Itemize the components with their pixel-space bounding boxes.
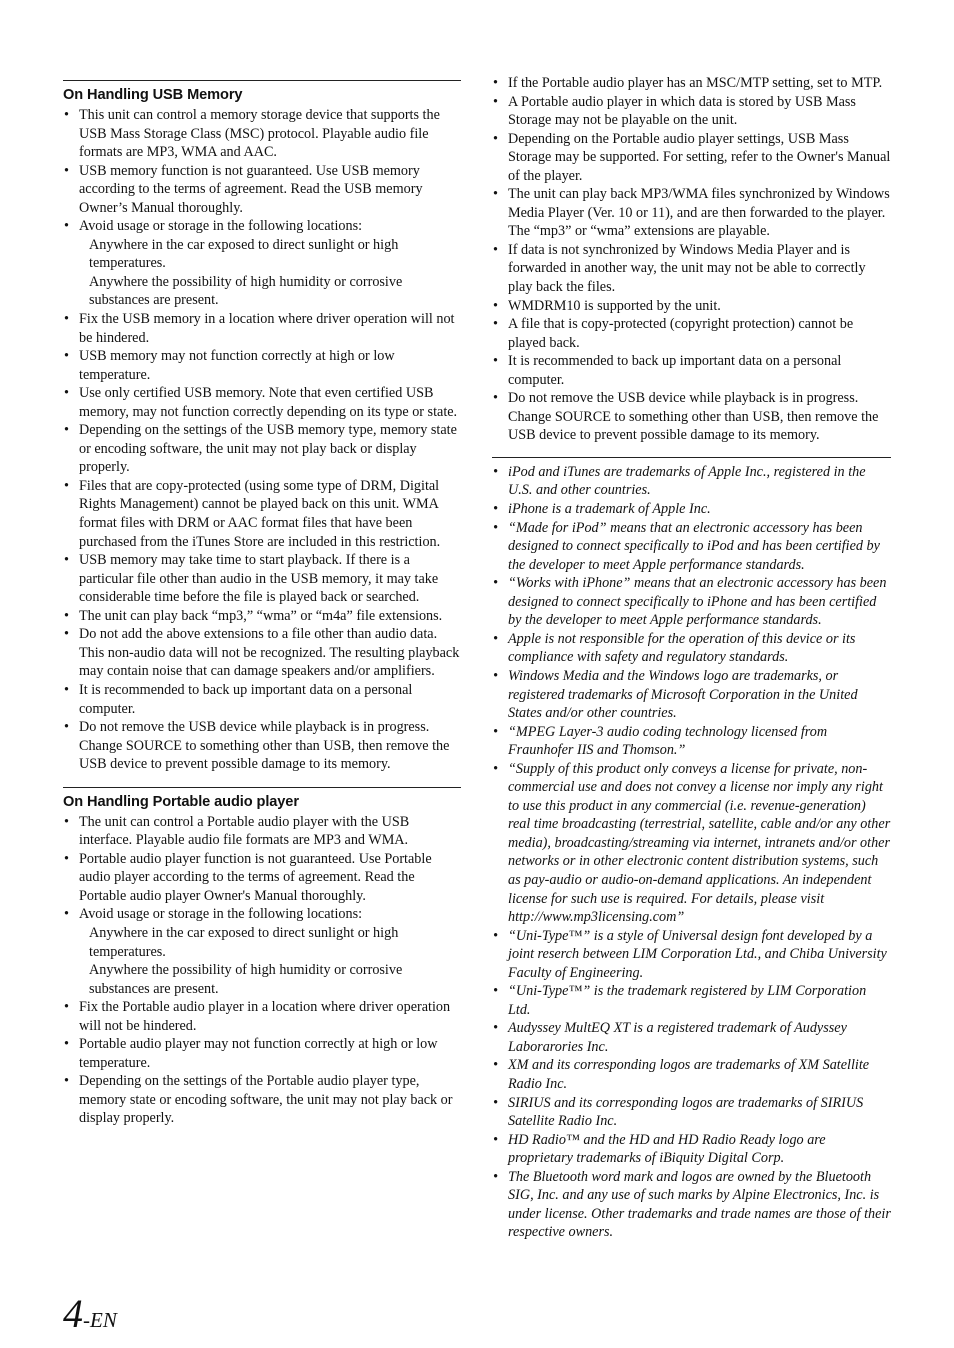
list-item-text: It is recommended to back up important data on a personal computer. <box>79 681 413 717</box>
list-item <box>63 162 461 218</box>
list-item <box>63 384 461 421</box>
list-item-text: XM and its corresponding logos are trademarks of XM Satellite Radio Inc. <box>508 1057 870 1092</box>
list-item-text: iPod and iTunes are trademarks of Apple Inc., registered in the U.S. and other countries. <box>508 463 866 499</box>
list-item <box>492 760 891 927</box>
list-item <box>492 1094 891 1131</box>
list-item-text: USB memory may not function correctly at high or low temperature. <box>79 348 395 383</box>
list-item <box>492 241 891 297</box>
list-item-text: SIRIUS and its corresponding logos are trademarks of SIRIUS Satellite Radio Inc. <box>508 1094 864 1130</box>
list-item-text: Do not add the above extensions to a file other than audio data. This non-audio data will not be recognized. The resulting playback may contain noise that can damage speakers and/or amplifiers. <box>79 626 460 680</box>
sub-item-text: Anywhere the possibility of high humidity or corrosive substances are present. <box>89 273 403 309</box>
list-item-text: Depending on the Portable audio player settings, USB Mass Storage may be supported. For setting, refer to the Owner's Manual of the player. <box>508 130 891 184</box>
list-item <box>492 574 891 630</box>
list-item-text: The Bluetooth word mark and logos are owned by the Bluetooth SIG, Inc. and any use of such marks by Alpine Electronics, Inc. is under license. Other trademarks and trade names are those of their respective owners. <box>508 1168 891 1241</box>
sub-item-text: Anywhere in the car exposed to direct sunlight or high temperatures. <box>89 924 399 960</box>
list-item-text: The unit can control a Portable audio player with the USB interface. Playable audio file formats are MP3 and WMA. <box>79 813 410 849</box>
section-rule <box>63 80 461 81</box>
page-language-suffix: -EN <box>83 1308 117 1332</box>
list-item-text: “Uni-Type™” is a style of Universal design font developed by a joint reserch between LIM Corporation Ltd., and Chiba University Faculty of Engineering. <box>508 927 887 981</box>
list-item-text: The unit can play back “mp3,” “wma” or “m4a” file extensions. <box>79 607 443 624</box>
list-item <box>492 723 891 760</box>
list-item-text: iPhone is a trademark of Apple Inc. <box>508 501 711 518</box>
list-item <box>492 130 891 186</box>
list-item <box>63 106 461 162</box>
list-item-text: Fix the USB memory in a location where driver operation will not be hindered. <box>79 311 455 346</box>
list-item <box>63 681 461 718</box>
list-item <box>63 905 461 998</box>
list-item-text: Do not remove the USB device while playback is in progress. Change SOURCE to something other than USB, then remove the USB device to prevent possible damage to its memory. <box>79 719 450 773</box>
list-item <box>63 477 461 551</box>
list-item <box>492 315 891 352</box>
list-item <box>492 1019 891 1056</box>
list-item <box>492 982 891 1019</box>
list-item <box>63 217 461 310</box>
list-item <box>492 927 891 983</box>
list-item-text: HD Radio™ and the HD and HD Radio Ready logo are proprietary trademarks of iBiquity Digital Corp. <box>508 1131 826 1167</box>
list-item-text: A Portable audio player in which data is stored by USB Mass Storage may not be playable on the unit. <box>508 93 856 129</box>
list-item <box>492 500 891 519</box>
right-column <box>492 74 891 1242</box>
usb-memory-list <box>63 106 461 774</box>
list-item-text: If the Portable audio player has an MSC/MTP setting, set to MTP. <box>508 75 883 91</box>
list-item <box>492 74 891 93</box>
list-item-text: Audyssey MultEQ XT is a registered trademark of Audyssey Laborarories Inc. <box>508 1020 847 1055</box>
list-item-text: Do not remove the USB device while playback is in progress. Change SOURCE to something other than USB, then remove the USB device to prevent possible damage to its memory. <box>508 390 879 444</box>
list-item-text: WMDRM10 is supported by the unit. <box>508 297 721 314</box>
list-item-text: Fix the Portable audio player in a location where driver operation will not be hindered. <box>79 999 451 1034</box>
list-item <box>492 297 891 316</box>
list-item <box>63 718 461 774</box>
page-footer <box>63 1290 117 1337</box>
section-heading-portable-audio: On Handling Portable audio player <box>63 793 299 810</box>
list-item <box>63 625 461 681</box>
list-item-text: Use only certified USB memory. Note that even certified USB memory, may not function correctly depending on its type or state. <box>79 385 458 420</box>
list-item-text: “Supply of this product only conveys a license for private, non-commercial use and does not convey a license nor imply any right to use this product in any commercial (i.e. revenue-generation) real time broadcasting (terrestrial, satellite, cable and/or any other media), broadcasting/streaming via internet, intranets and/or other networks or in other electronic content distribution systems, such as pay-audio or audio-on-demand applications. An independent license for such use is required. For details, please visit http://www.mp3licensing.com” <box>508 760 891 926</box>
list-item-text: “Made for iPod” means that an electronic accessory has been designed to connect specifically to iPod and has been certified by the developer to meet Apple performance standards. <box>508 519 880 573</box>
list-item <box>492 352 891 389</box>
list-item-text: Avoid usage or storage in the following locations: <box>79 906 363 923</box>
sub-item-text: Anywhere the possibility of high humidity or corrosive substances are present. <box>89 962 403 997</box>
left-column <box>63 80 461 1128</box>
list-item-text: USB memory function is not guaranteed. Use USB memory according to the terms of agreement. Read the USB memory Owner’s Manual thoroughly. <box>79 162 423 216</box>
list-item-text: A file that is copy-protected (copyright protection) cannot be played back. <box>508 316 854 351</box>
list-item <box>492 667 891 723</box>
list-item-text: If data is not synchronized by Windows Media Player and is forwarded in another way, the unit may not be able to correctly play back the files. <box>508 241 866 296</box>
list-item-text: Windows Media and the Windows logo are trademarks, or registered trademarks of Microsoft Corporation in the United States and/or other countries. <box>508 667 858 722</box>
list-item <box>63 1072 461 1128</box>
list-item-text: “Works with iPhone” means that an electronic accessory has been designed to connect specifically to iPhone and has been certified by the developer to meet Apple performance standards. <box>508 575 887 629</box>
list-item-text: USB memory may take time to start playback. If there is a particular file other than audio in the USB memory, it may take considerable time before the file is played back or searched. <box>79 552 439 606</box>
trademark-list <box>492 463 891 1242</box>
list-item <box>63 1035 461 1072</box>
list-item <box>492 389 891 445</box>
list-item-text: Avoid usage or storage in the following locations: <box>79 218 363 235</box>
list-item <box>63 998 461 1035</box>
list-item-text: Portable audio player function is not guaranteed. Use Portable audio player according to the terms of agreement. Read the Portable audio player Owner's Manual thoroughly. <box>79 850 432 904</box>
list-item <box>63 551 461 607</box>
list-item-text: The unit can play back MP3/WMA files synchronized by Windows Media Player (Ver. 10 or 11), and are then forwarded to the player. The “mp3” or “wma” extensions are playable. <box>508 186 890 240</box>
list-item-text: “Uni-Type™” is the trademark registered by LIM Corporation Ltd. <box>508 983 867 1018</box>
list-item <box>492 630 891 667</box>
list-item-text: Depending on the settings of the Portable audio player type, memory state or encoding software, the unit may not play back or display properly. <box>79 1073 453 1127</box>
list-item-text: Files that are copy-protected (using some type of DRM, Digital Rights Management) cannot be played back on this unit. WMA format files with DRM or AAC format files that have been purchased from the iTunes Store are included in this restriction. <box>79 477 441 550</box>
sub-item-text: Anywhere in the car exposed to direct sunlight or high temperatures. <box>89 236 399 272</box>
list-item <box>492 1056 891 1093</box>
list-item <box>492 1168 891 1242</box>
list-item-text: Depending on the settings of the USB memory type, memory state or encoding software, the unit may not play back or display properly. <box>79 422 457 476</box>
trademark-section <box>492 457 891 1242</box>
list-item-text: Portable audio player may not function correctly at high or low temperature. <box>79 1036 438 1071</box>
list-item <box>63 813 461 850</box>
list-item <box>63 310 461 347</box>
portable-audio-list-continued <box>492 74 891 445</box>
list-item <box>492 519 891 575</box>
page-number: 4 <box>63 1291 83 1336</box>
list-item <box>492 185 891 241</box>
list-item-text: It is recommended to back up important data on a personal computer. <box>508 353 842 388</box>
section-heading-usb-memory: On Handling USB Memory <box>63 87 243 103</box>
list-item <box>63 347 461 384</box>
list-item <box>492 1131 891 1168</box>
portable-audio-list <box>63 813 461 1128</box>
list-item <box>63 850 461 906</box>
list-item-text: Apple is not responsible for the operation of this device or its compliance with safety and regulatory standards. <box>508 630 856 666</box>
list-item <box>492 463 891 500</box>
list-item-text: “MPEG Layer-3 audio coding technology licensed from Fraunhofer IIS and Thomson.” <box>508 723 828 759</box>
list-item <box>492 93 891 130</box>
list-item-text: This unit can control a memory storage device that supports the USB Mass Storage Class (MSC) protocol. Playable audio file formats are MP3, WMA and AAC. <box>79 107 440 161</box>
list-item <box>63 607 461 626</box>
section-rule <box>63 787 461 788</box>
list-item <box>63 421 461 477</box>
